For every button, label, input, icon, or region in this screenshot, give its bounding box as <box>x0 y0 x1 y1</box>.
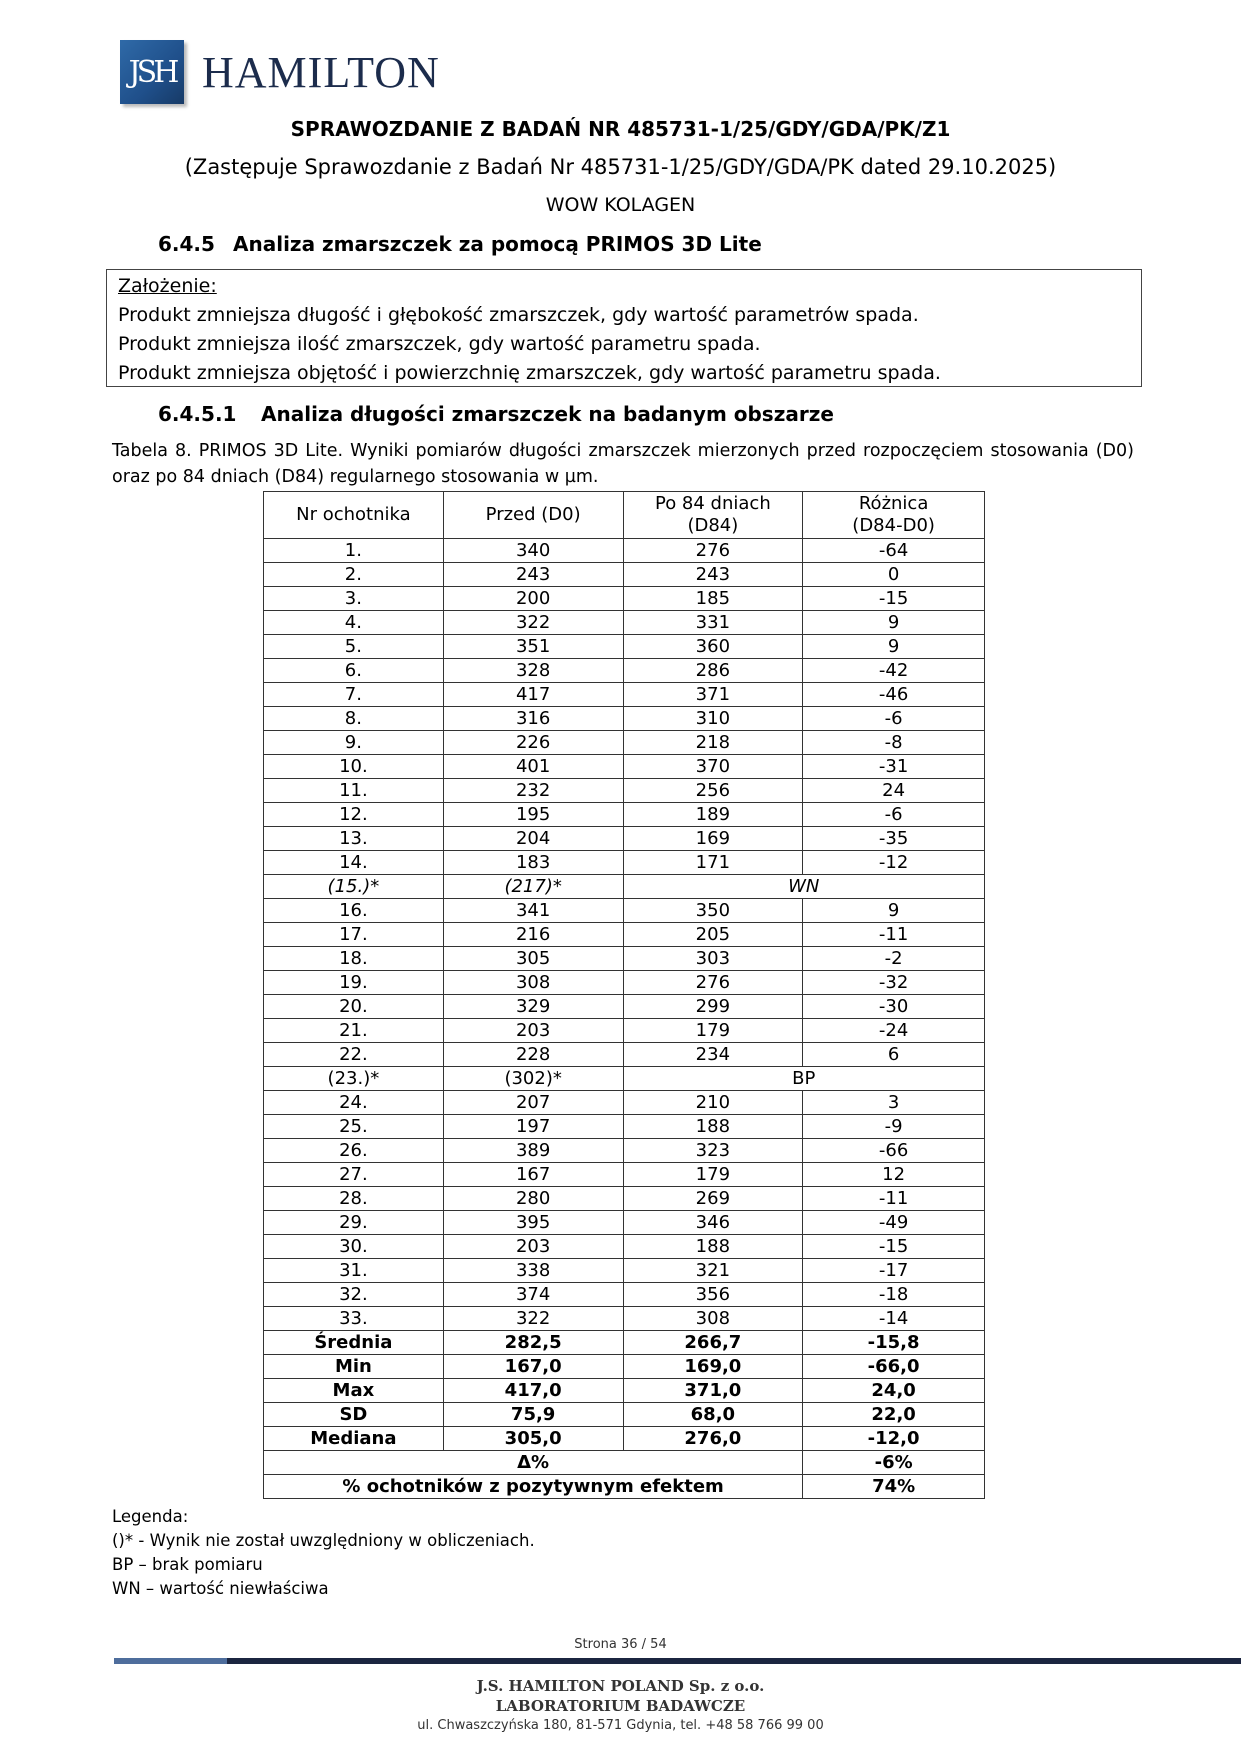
table-row <box>264 1091 985 1115</box>
after-stat: 276,0 <box>623 1427 803 1451</box>
table-row <box>264 587 985 611</box>
after-cell: 169 <box>623 827 803 851</box>
volunteer-cell: 26. <box>264 1139 444 1163</box>
before-cell: 167 <box>443 1163 623 1187</box>
stat-label: Max <box>264 1379 444 1403</box>
after-cell: 188 <box>623 1115 803 1139</box>
after-cell: 269 <box>623 1187 803 1211</box>
volunteer-cell: 19. <box>264 971 444 995</box>
logo-monogram: JSH <box>120 40 184 104</box>
table-row <box>264 611 985 635</box>
table-row <box>264 1163 985 1187</box>
before-cell: 197 <box>443 1115 623 1139</box>
volunteer-cell: 14. <box>264 851 444 875</box>
after-cell: 276 <box>623 971 803 995</box>
delta-value: -6% <box>803 1451 985 1475</box>
difference-stat: -12,0 <box>803 1427 985 1451</box>
stat-label: Średnia <box>264 1331 444 1355</box>
volunteer-cell: 8. <box>264 707 444 731</box>
delta-label: Δ% <box>264 1451 803 1475</box>
before-cell: 216 <box>443 923 623 947</box>
after-cell: 179 <box>623 1163 803 1187</box>
difference-cell: -32 <box>803 971 985 995</box>
table-row <box>264 851 985 875</box>
before-cell: 183 <box>443 851 623 875</box>
section-heading <box>158 232 762 256</box>
assumption-label: Założenie: <box>118 275 217 297</box>
table-row <box>264 635 985 659</box>
header-volunteer: Nr ochotnika <box>264 492 444 539</box>
table-row <box>264 1043 985 1067</box>
before-cell: 341 <box>443 899 623 923</box>
after-stat: 169,0 <box>623 1355 803 1379</box>
delta-row <box>264 1451 985 1475</box>
table-header-row <box>264 492 985 539</box>
difference-cell: 3 <box>803 1091 985 1115</box>
volunteer-cell: 13. <box>264 827 444 851</box>
table-row <box>264 1019 985 1043</box>
header-after: Po 84 dniach (D84) <box>623 492 803 539</box>
before-cell: 322 <box>443 1307 623 1331</box>
table-row <box>264 1067 985 1091</box>
table-row <box>264 1235 985 1259</box>
volunteer-cell: 2. <box>264 563 444 587</box>
table-row <box>264 803 985 827</box>
before-stat: 305,0 <box>443 1427 623 1451</box>
stats-row <box>264 1427 985 1451</box>
difference-cell: -42 <box>803 659 985 683</box>
status-cell: BP <box>623 1067 985 1091</box>
before-cell: 308 <box>443 971 623 995</box>
before-cell: 329 <box>443 995 623 1019</box>
volunteer-cell: (23.)* <box>264 1067 444 1091</box>
results-table <box>263 491 985 1499</box>
difference-cell: -12 <box>803 851 985 875</box>
difference-cell: 24 <box>803 779 985 803</box>
product-name: WOW KOLAGEN <box>545 194 696 216</box>
before-stat: 167,0 <box>443 1355 623 1379</box>
difference-cell: 9 <box>803 635 985 659</box>
before-cell: 200 <box>443 587 623 611</box>
volunteer-cell: 17. <box>264 923 444 947</box>
difference-stat: -66,0 <box>803 1355 985 1379</box>
after-cell: 185 <box>623 587 803 611</box>
after-cell: 286 <box>623 659 803 683</box>
volunteer-cell: 5. <box>264 635 444 659</box>
positive-effect-value: 74% <box>803 1475 985 1499</box>
after-stat: 68,0 <box>623 1403 803 1427</box>
table-row <box>264 971 985 995</box>
legend-item: BP – brak pomiaru <box>112 1555 263 1574</box>
difference-cell: -17 <box>803 1259 985 1283</box>
before-cell: 243 <box>443 563 623 587</box>
volunteer-cell: 7. <box>264 683 444 707</box>
before-cell: (217)* <box>443 875 623 899</box>
difference-cell: -2 <box>803 947 985 971</box>
difference-cell: -6 <box>803 803 985 827</box>
before-cell: (302)* <box>443 1067 623 1091</box>
volunteer-cell: 11. <box>264 779 444 803</box>
difference-cell: -30 <box>803 995 985 1019</box>
table-row <box>264 947 985 971</box>
header-before: Przed (D0) <box>443 492 623 539</box>
table-row <box>264 779 985 803</box>
after-cell: 188 <box>623 1235 803 1259</box>
before-cell: 395 <box>443 1211 623 1235</box>
after-cell: 218 <box>623 731 803 755</box>
table-row <box>264 731 985 755</box>
header-difference: Różnica (D84-D0) <box>803 492 985 539</box>
positive-effect-label: % ochotników z pozytywnym efektem <box>264 1475 803 1499</box>
after-cell: 356 <box>623 1283 803 1307</box>
volunteer-cell: 21. <box>264 1019 444 1043</box>
after-cell: 308 <box>623 1307 803 1331</box>
after-cell: 321 <box>623 1259 803 1283</box>
volunteer-cell: 27. <box>264 1163 444 1187</box>
assumption-box <box>106 269 1142 387</box>
table-row <box>264 683 985 707</box>
difference-cell: -8 <box>803 731 985 755</box>
difference-cell: -46 <box>803 683 985 707</box>
difference-cell: -6 <box>803 707 985 731</box>
before-cell: 328 <box>443 659 623 683</box>
stats-row <box>264 1403 985 1427</box>
after-cell: 210 <box>623 1091 803 1115</box>
difference-cell: 6 <box>803 1043 985 1067</box>
positive-effect-row <box>264 1475 985 1499</box>
volunteer-cell: 1. <box>264 539 444 563</box>
company-logo <box>120 40 440 104</box>
volunteer-cell: 30. <box>264 1235 444 1259</box>
assumption-line: Produkt zmniejsza długość i głębokość zmarszczek, gdy wartość parametrów spada. <box>118 304 919 326</box>
difference-cell: 12 <box>803 1163 985 1187</box>
difference-cell: -66 <box>803 1139 985 1163</box>
table-row <box>264 827 985 851</box>
after-cell: 350 <box>623 899 803 923</box>
volunteer-cell: 3. <box>264 587 444 611</box>
before-stat: 282,5 <box>443 1331 623 1355</box>
legend-title: Legenda: <box>112 1507 189 1526</box>
before-cell: 228 <box>443 1043 623 1067</box>
after-cell: 205 <box>623 923 803 947</box>
table-row <box>264 1115 985 1139</box>
footer-company: J.S. HAMILTON POLAND Sp. z o.o. <box>476 1677 765 1695</box>
table-row <box>264 755 985 779</box>
status-cell: WN <box>623 875 985 899</box>
footer-lab: LABORATORIUM BADAWCZE <box>495 1697 746 1715</box>
legend-item: ()* - Wynik nie został uwzględniony w obliczeniach. <box>112 1531 535 1550</box>
difference-cell: -15 <box>803 587 985 611</box>
after-cell: 171 <box>623 851 803 875</box>
after-cell: 360 <box>623 635 803 659</box>
table-row <box>264 1139 985 1163</box>
legend <box>112 1505 535 1601</box>
volunteer-cell: 6. <box>264 659 444 683</box>
before-cell: 207 <box>443 1091 623 1115</box>
table-row <box>264 995 985 1019</box>
before-cell: 280 <box>443 1187 623 1211</box>
volunteer-cell: 33. <box>264 1307 444 1331</box>
table-row <box>264 875 985 899</box>
stat-label: SD <box>264 1403 444 1427</box>
stats-row <box>264 1355 985 1379</box>
after-cell: 323 <box>623 1139 803 1163</box>
after-cell: 371 <box>623 683 803 707</box>
table-caption: Tabela 8. PRIMOS 3D Lite. Wyniki pomiarów długości zmarszczek mierzonych przed rozpoczęciem stosowania (D0) oraz po 84 dniach (D84) regularnego stosowania w µm. <box>112 441 1134 487</box>
after-cell: 256 <box>623 779 803 803</box>
table-row <box>264 1259 985 1283</box>
volunteer-cell: 25. <box>264 1115 444 1139</box>
difference-cell: -18 <box>803 1283 985 1307</box>
difference-cell: 9 <box>803 611 985 635</box>
after-cell: 189 <box>623 803 803 827</box>
difference-cell: -35 <box>803 827 985 851</box>
stat-label: Mediana <box>264 1427 444 1451</box>
stat-label: Min <box>264 1355 444 1379</box>
subsection-title: Analiza długości zmarszczek na badanym obszarze <box>261 402 834 426</box>
stats-row <box>264 1379 985 1403</box>
after-cell: 331 <box>623 611 803 635</box>
before-cell: 195 <box>443 803 623 827</box>
table-row <box>264 1187 985 1211</box>
difference-cell: -15 <box>803 1235 985 1259</box>
volunteer-cell: 10. <box>264 755 444 779</box>
difference-cell: 0 <box>803 563 985 587</box>
after-cell: 370 <box>623 755 803 779</box>
before-cell: 322 <box>443 611 623 635</box>
difference-cell: -9 <box>803 1115 985 1139</box>
before-cell: 232 <box>443 779 623 803</box>
volunteer-cell: 18. <box>264 947 444 971</box>
logo-wordmark: HAMILTON <box>202 47 440 97</box>
before-cell: 204 <box>443 827 623 851</box>
before-cell: 203 <box>443 1235 623 1259</box>
before-cell: 340 <box>443 539 623 563</box>
before-cell: 226 <box>443 731 623 755</box>
table-row <box>264 563 985 587</box>
volunteer-cell: 31. <box>264 1259 444 1283</box>
after-cell: 299 <box>623 995 803 1019</box>
difference-cell: -11 <box>803 1187 985 1211</box>
difference-cell: -49 <box>803 1211 985 1235</box>
volunteer-cell: 28. <box>264 1187 444 1211</box>
table-row <box>264 659 985 683</box>
footer-address: ul. Chwaszczyńska 180, 81-571 Gdynia, tel. +48 58 766 99 00 <box>417 1718 824 1733</box>
difference-stat: 22,0 <box>803 1403 985 1427</box>
legend-item: WN – wartość niewłaściwa <box>112 1579 329 1598</box>
table-row <box>264 923 985 947</box>
assumption-line: Produkt zmniejsza ilość zmarszczek, gdy wartość parametru spada. <box>118 333 761 355</box>
difference-cell: -11 <box>803 923 985 947</box>
difference-cell: 9 <box>803 899 985 923</box>
table-row <box>264 707 985 731</box>
after-cell: 243 <box>623 563 803 587</box>
subsection-number: 6.4.5.1 <box>158 402 237 426</box>
footer-rule-accent <box>114 1658 227 1664</box>
before-stat: 417,0 <box>443 1379 623 1403</box>
section-title: Analiza zmarszczek za pomocą PRIMOS 3D Lite <box>233 232 762 256</box>
before-cell: 417 <box>443 683 623 707</box>
volunteer-cell: 29. <box>264 1211 444 1235</box>
after-stat: 371,0 <box>623 1379 803 1403</box>
volunteer-cell: 4. <box>264 611 444 635</box>
difference-stat: 24,0 <box>803 1379 985 1403</box>
before-cell: 389 <box>443 1139 623 1163</box>
before-cell: 338 <box>443 1259 623 1283</box>
after-cell: 346 <box>623 1211 803 1235</box>
before-cell: 316 <box>443 707 623 731</box>
volunteer-cell: 9. <box>264 731 444 755</box>
before-stat: 75,9 <box>443 1403 623 1427</box>
volunteer-cell: 24. <box>264 1091 444 1115</box>
after-cell: 234 <box>623 1043 803 1067</box>
volunteer-cell: 22. <box>264 1043 444 1067</box>
table-row <box>264 899 985 923</box>
difference-cell: -64 <box>803 539 985 563</box>
after-cell: 276 <box>623 539 803 563</box>
after-cell: 179 <box>623 1019 803 1043</box>
before-cell: 351 <box>443 635 623 659</box>
after-cell: 303 <box>623 947 803 971</box>
difference-cell: -31 <box>803 755 985 779</box>
after-stat: 266,7 <box>623 1331 803 1355</box>
volunteer-cell: 16. <box>264 899 444 923</box>
table-row <box>264 1283 985 1307</box>
before-cell: 203 <box>443 1019 623 1043</box>
subsection-heading <box>158 402 834 426</box>
difference-stat: -15,8 <box>803 1331 985 1355</box>
report-title: SPRAWOZDANIE Z BADAŃ NR 485731-1/25/GDY/GDA/PK/Z1 <box>290 117 951 141</box>
before-cell: 305 <box>443 947 623 971</box>
section-number: 6.4.5 <box>158 232 215 256</box>
assumption-line: Produkt zmniejsza objętość i powierzchnię zmarszczek, gdy wartość parametru spada. <box>118 362 941 384</box>
before-cell: 401 <box>443 755 623 779</box>
difference-cell: -14 <box>803 1307 985 1331</box>
after-cell: 310 <box>623 707 803 731</box>
volunteer-cell: 32. <box>264 1283 444 1307</box>
replaces-note: (Zastępuje Sprawozdanie z Badań Nr 485731-1/25/GDY/GDA/PK dated 29.10.2025) <box>184 155 1057 179</box>
table-row <box>264 1211 985 1235</box>
table-row <box>264 539 985 563</box>
footer-rule <box>227 1658 1241 1664</box>
volunteer-cell: (15.)* <box>264 875 444 899</box>
volunteer-cell: 12. <box>264 803 444 827</box>
before-cell: 374 <box>443 1283 623 1307</box>
difference-cell: -24 <box>803 1019 985 1043</box>
page-number: Strona 36 / 54 <box>574 1637 667 1652</box>
stats-row <box>264 1331 985 1355</box>
table-row <box>264 1307 985 1331</box>
volunteer-cell: 20. <box>264 995 444 1019</box>
